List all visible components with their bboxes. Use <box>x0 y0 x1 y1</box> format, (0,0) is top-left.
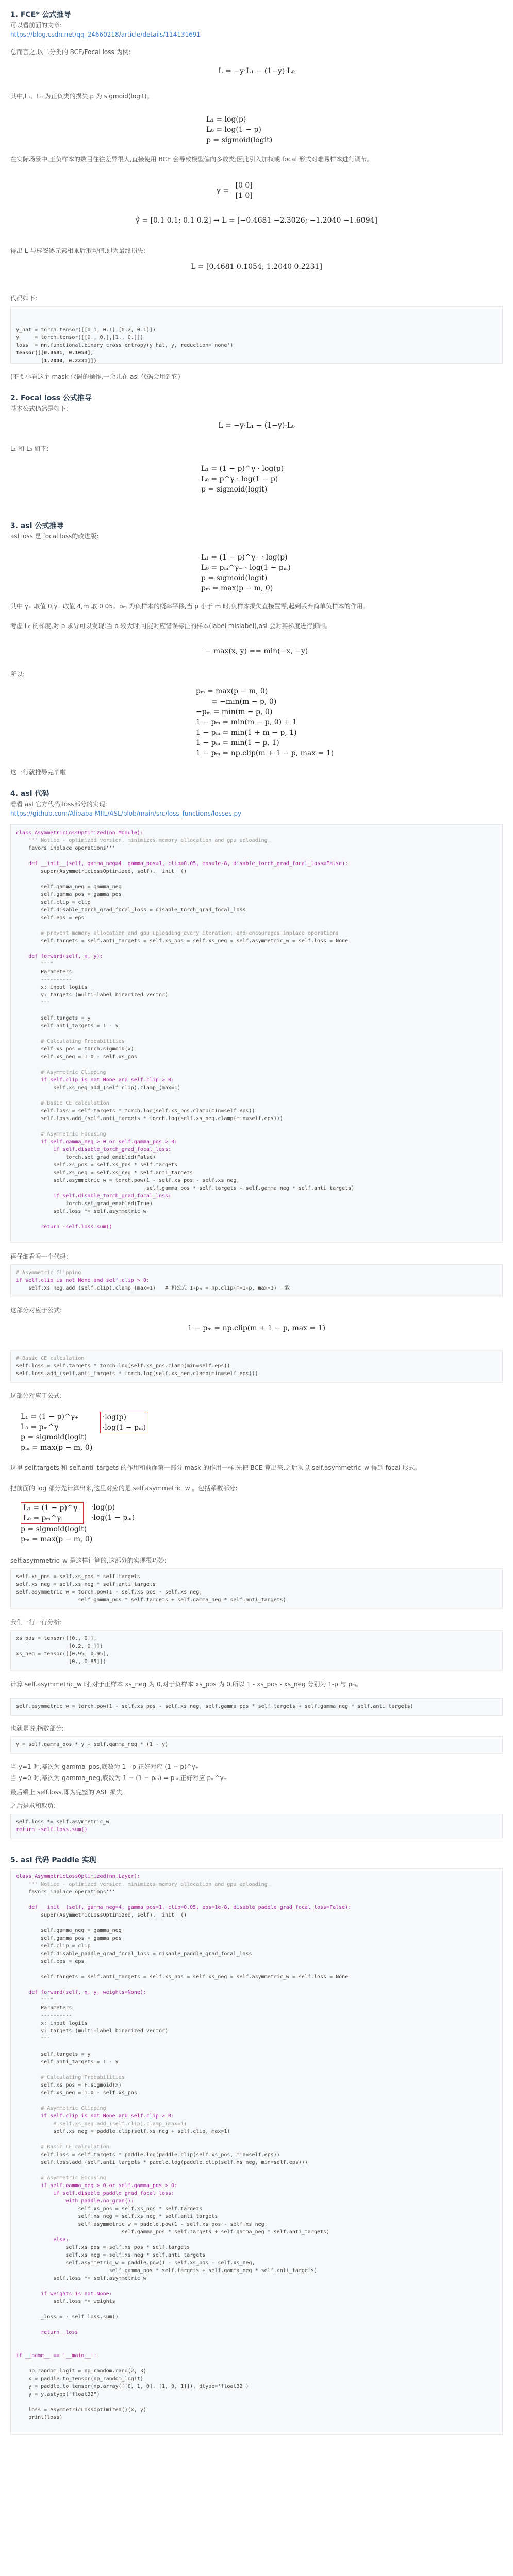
eq9: − max(x, y) == min(−x, −y) <box>205 647 308 655</box>
code-line: ''' Notice - optimized version, minimizes memory allocation and gpu uploading, <box>16 838 271 843</box>
code-line: self.targets = self.anti_targets = self.xs_pos = self.xs_neg = self.asymmetric_w = self.loss = None <box>16 1974 349 1980</box>
code-line: if self.clip is not None and self.clip > 0: <box>16 1077 175 1083</box>
code-line: self.loss = self.targets * torch.log(self.xs_pos.clamp(min=self.eps)) <box>16 1363 230 1369</box>
code-line: self.clip = clip <box>16 900 91 905</box>
code-line: self.loss *= weights <box>16 2299 115 2304</box>
code-line: self.gamma_pos * self.targets + self.gamma_neg * self.anti_targets) <box>16 2268 317 2274</box>
code-line: """ <box>16 1000 51 1006</box>
code-line: x = paddle.to_tensor(np_random_logit) <box>16 2376 143 2382</box>
code-line: ---------- <box>16 2013 72 2019</box>
code-line: self.eps = eps <box>16 1959 85 1964</box>
code-line: ---------- <box>16 977 72 982</box>
eq6: L = −y·L₁ − (1−y)·L₀ <box>218 421 295 430</box>
eq11: 1 − pₘ = np.clip(m + 1 − p, max = 1) <box>187 1324 326 1332</box>
eq10: pₘ = max(p − m, 0) = −min(m − p, 0) −pₘ = min(m − p, 0) 1 − pₘ = min(m − p, 0) + 1 1 − pₘ = min(1 + m − p, 1) 1 − pₘ = min(1 − p, 1) 1 − pₘ = np.clip(m + 1 − p, max = 1) <box>196 687 334 757</box>
code-line: self.xs_neg.add_(self.clip).clamp_(max=1) <box>16 1085 181 1091</box>
s4-line-g: 计算 self.asymmetric_w 时,对于正样本 xs_neg 为 0,对于负样本 xs_pos 为 0,所以 1 - xs_pos - xs_neg 分别为 1-p 与 pₘ。 <box>10 1681 362 1688</box>
code-line: self.xs_neg.add_(self.clip).clamp_(max=1) # 和公式 1-pₘ = np.clip(m+1-p, max=1) 一致 <box>16 1285 290 1291</box>
code-line: self.clip = clip <box>16 1943 91 1949</box>
code-line: self.xs_neg = 1.0 - self.xs_pos <box>16 1054 137 1060</box>
code-line <box>16 1030 497 1038</box>
s3-line-so: 所以: <box>10 671 25 678</box>
section-5-title: 5. asl 代码 Paddle 实现 <box>10 1856 96 1865</box>
code-line: self.xs_neg = self.xs_neg * self.anti_targets <box>16 2214 218 2219</box>
code-line: # Asymmetric Clipping <box>16 1270 81 1276</box>
code-line: # Basic CE calculation <box>16 1100 109 1106</box>
code-line: if __name__ == '__main__': <box>16 2353 97 2359</box>
code-line: self.xs_pos = self.xs_pos * self.targets <box>16 1162 178 1168</box>
code-line <box>16 2398 497 2406</box>
code-line: if self.clip is not None and self.clip > 0: <box>16 2113 175 2119</box>
s1-result-label: 得出 L 与标签逐元素相乘后取均值,即为最终损失: <box>10 247 146 255</box>
code-line: # Asymmetric Clipping <box>16 2106 106 2111</box>
s4-intro: 看看 asl 官方代码,loss部分的实现: <box>10 801 107 808</box>
code-line: self.xs_pos = F.sigmoid(x) <box>16 2082 122 2088</box>
code-line: print(loss) <box>16 2415 63 2420</box>
code-line: self.asymmetric_w = torch.pow(1 - self.xs_pos - self.xs_neg, <box>16 1178 240 1183</box>
code-line: [0., 0.85]]) <box>16 1659 106 1665</box>
code-line <box>16 2336 497 2344</box>
code-line <box>16 875 497 883</box>
code-line: np_random_logit = np.random.rand(2, 3) <box>16 2368 146 2374</box>
eq2: L₁ = log(p) L₀ = log(1 − p) p = sigmoid(logit) <box>206 115 273 144</box>
s3-intro: asl loss 是 focal loss的改进版: <box>10 533 99 540</box>
eq3: y = [0 0] [1 0] <box>217 181 253 200</box>
code-line: self.xs_pos = torch.sigmoid(x) <box>16 1046 134 1052</box>
code-line: if self.gamma_neg > 0 or self.gamma_pos > 0: <box>16 2183 178 2189</box>
s4-para: 这里 self.targets 和 self.anti_targets 的作用和前面第一部分 mask 的作用一样,先把 BCE 算出来,之后乘以 self.asymmetric_w 得到 focal 形式。 <box>10 1464 421 1471</box>
eq5: L = [0.4681 0.1054; 1.2040 0.2231] <box>191 263 322 271</box>
s4-line-i1: 当 y=1 时,幂次为 gamma_pos,底数为 1 - p,正好对应 (1 − p)^γ₊ <box>10 1763 199 1770</box>
s1-line2: 总而言之,以二分类的 BCE/Focal loss 为例: <box>10 48 131 56</box>
s4-link[interactable]: https://github.com/Alibaba-MIIL/ASL/blob/main/src/loss_functions/losses.py <box>10 810 242 817</box>
code-block-7 <box>10 1698 503 1716</box>
s2-intro: 基本公式仍然是如下: <box>10 405 69 412</box>
code-block-8 <box>10 1736 503 1754</box>
code-line <box>16 1919 497 1927</box>
code-line: Parameters <box>16 969 72 975</box>
code-line: self.xs_pos = self.xs_pos * self.targets <box>16 1574 140 1580</box>
code-line: ''' Notice - optimized version, minimizes memory allocation and gpu uploading, <box>16 1882 271 1887</box>
code-line <box>16 1965 497 1973</box>
s4-line-i2: 当 y=0 时,幂次为 gamma_neg,底数为 1 − (1 − pₘ) = pₘ,正好对应 pₘ^γ₋ <box>10 1774 227 1782</box>
code-line: favors inplace operations''' <box>16 845 115 851</box>
s2-line2: L₁ 和 L₀ 如下: <box>10 445 49 452</box>
code-block-2 <box>10 824 503 1243</box>
code-line <box>16 1215 497 1223</box>
code-block-9 <box>10 1814 503 1839</box>
section-3-title: 3. asl 公式推导 <box>10 522 64 530</box>
code-line: self.loss.add_(self.anti_targets * paddle.log(paddle.clip(self.xs_neg, min=self.eps))) <box>16 2160 308 2165</box>
code-line: return _loss <box>16 2330 78 2335</box>
eq12-highlight-box: ·log(p) ·log(1 − pₘ) <box>100 1412 148 1433</box>
code-line: return -self.loss.sum() <box>16 1224 112 1230</box>
eq4: ŷ = [0.1 0.1; 0.1 0.2] → L = [−0.4681 −2.3026; −1.2040 −1.6094] <box>135 216 377 225</box>
code-line: y = paddle.to_tensor(np.array([[0, 1, 0], [1, 0, 1]]), dtype='float32') <box>16 2384 249 2389</box>
s3-para2: 考虑 L₀ 的梯度,对 p 求导可以发现:当 p 较大时,可能对应错误标注的样本(label mislabel),asl 会对其梯度进行抑制。 <box>10 622 332 630</box>
code-line <box>16 2282 497 2290</box>
code-line: """" <box>16 961 54 967</box>
code-block-3 <box>10 1264 503 1297</box>
code-line <box>16 2306 497 2313</box>
s1-note: (不要小看这个 mask 代码的操作,一会儿在 asl 代码会用到它) <box>10 373 180 380</box>
code-line: class AsymmetricLossOptimized(nn.Layer): <box>16 1874 140 1879</box>
code-line: self.xs_neg = self.xs_neg * self.anti_targets <box>16 2252 206 2258</box>
code-line: self.gamma_pos * self.targets + self.gamma_neg * self.anti_targets) <box>16 2229 330 2235</box>
code-line: """" <box>16 1997 54 2003</box>
code-line: self.xs_neg = 1.0 - self.xs_pos <box>16 2090 137 2096</box>
code-line <box>16 2344 497 2352</box>
code-line: self.targets = y <box>16 1015 91 1021</box>
code-line: if weights is not None: <box>16 2291 112 2297</box>
code-line <box>16 2097 497 2105</box>
code-line: if self.clip is not None and self.clip > 0: <box>16 1278 150 1283</box>
code-line: self.xs_pos = self.xs_pos * self.targets <box>16 2245 190 2250</box>
code-block-10 <box>10 1868 503 2435</box>
code-line: class AsymmetricLossOptimized(nn.Module): <box>16 830 143 836</box>
code-line: self.loss.add_(self.anti_targets * torch.log(self.xs_neg.clamp(min=self.eps))) <box>16 1371 258 1377</box>
code-line: x: input logits <box>16 2021 88 2026</box>
code-line: γ = self.gamma_pos * y + self.gamma_neg * (1 - y) <box>16 1742 169 1748</box>
code-line: self.gamma_pos * self.targets + self.gamma_neg * self.anti_targets) <box>16 1185 355 1191</box>
code-line: torch.set_grad_enabled(False) <box>16 1155 156 1160</box>
code-line: self.targets = self.anti_targets = self.xs_pos = self.xs_neg = self.asymmetric_w = self.loss = None <box>16 938 349 944</box>
s4-line-b: 这部分对应于公式: <box>10 1307 62 1314</box>
s4-line-d: 把前面的 log 部分先计算出来,这里对应的是 self.asymmetric_w 。包括系数部分: <box>10 1485 238 1492</box>
code-line: self.gamma_pos = gamma_pos <box>16 892 122 897</box>
code-line: self.anti_targets = 1 - y <box>16 2059 119 2065</box>
code-line: favors inplace operations''' <box>16 1889 115 1895</box>
code-line: def __init__(self, gamma_neg=4, gamma_pos=1, clip=0.05, eps=1e-8, disable_paddle_grad_focal_loss=False): <box>16 1905 352 1910</box>
code-line: loss = AsymmetricLossOptimized()(x, y) <box>16 2407 146 2413</box>
code-line: [0.2, 0.]]) <box>16 1643 103 1649</box>
code-line: with paddle.no_grad(): <box>16 2198 134 2204</box>
code-line: if self.disable_torch_grad_focal_loss: <box>16 1147 172 1153</box>
code-line <box>16 2136 497 2143</box>
code-line: Parameters <box>16 2005 72 2011</box>
code-line: # Basic CE calculation <box>16 1355 85 1361</box>
code-line: self.disable_paddle_grad_focal_loss = disable_paddle_grad_focal_loss <box>16 1951 252 1957</box>
code-line: torch.set_grad_enabled(True) <box>16 1201 153 1207</box>
code-line: self.disable_torch_grad_focal_loss = disable_torch_grad_focal_loss <box>16 907 246 913</box>
eq12: L₁ = (1 − p)^γ₊ L₀ = pₘ^γ₋ p = sigmoid(logit) pₘ = max(p − m, 0) ·log(p) ·log(1 − pₘ) <box>21 1412 148 1453</box>
code-line: # Basic CE calculation <box>16 2144 109 2150</box>
code-line: else: <box>16 2237 69 2243</box>
code-line <box>16 945 497 953</box>
eq13-highlight-box: L₁ = (1 − p)^γ₊ L₀ = pₘ^γ₋ <box>21 1502 84 1524</box>
code-line: def forward(self, x, y): <box>16 954 103 959</box>
code-line: self.asymmetric_w = torch.pow(1 - self.xs_pos - self.xs_neg, self.gamma_pos * self.targets + self.gamma_neg * self.anti_targets) <box>16 1704 413 1709</box>
eq13: L₁ = (1 − p)^γ₊ L₀ = pₘ^γ₋ ·log(p) ·log(1 − pₘ) p = sigmoid(logit) pₘ = max(p − m, 0) <box>21 1503 135 1544</box>
code-line: xs_neg = tensor([[0.95, 0.95], <box>16 1651 109 1657</box>
code-line <box>16 922 497 929</box>
code-line: super(AsymmetricLossOptimized, self).__init__() <box>16 1912 187 1918</box>
code-line: # Asymmetric Focusing <box>16 2175 106 2181</box>
s1-link[interactable]: https://blog.csdn.net/qq_24660218/article/details/114131691 <box>10 31 201 38</box>
code-line: self.asymmetric_w = paddle.pow(1 - self.xs_pos - self.xs_neg, <box>16 2222 268 2227</box>
s1-intro: 可以看前面的文章: <box>10 22 62 29</box>
code-line: self.loss *= self.asymmetric_w <box>16 1209 146 1214</box>
code-line: # prevent memory allocation and gpu uploading every iteration, and encourages inplace operations <box>16 930 339 936</box>
code-line: self.gamma_pos = gamma_pos <box>16 1936 122 1941</box>
s3-line-done: 这一行就推导完毕啦 <box>10 769 67 776</box>
code-line: self.gamma_neg = gamma_neg <box>16 1928 122 1934</box>
section-1-title: 1. FCE* 公式推导 <box>10 11 71 19</box>
code-line: self.loss.add_(self.anti_targets * torch.log(self.xs_neg.clamp(min=self.eps))) <box>16 1116 283 1122</box>
code-block-6 <box>10 1630 503 1671</box>
code-line: # Calculating Probabilities <box>16 2075 125 2080</box>
code-line <box>16 1061 497 1069</box>
code-line <box>16 1092 497 1099</box>
code-line <box>16 1896 497 1904</box>
code-line: # self.xs_neg.add_(self.clip).clamp_(max=1) <box>16 2121 187 2127</box>
code-line: self.eps = eps <box>16 915 85 921</box>
s4-line-h: 也就是说,指数部分: <box>10 1725 64 1732</box>
code-line: super(AsymmetricLossOptimized, self).__init__() <box>16 869 187 874</box>
code-line <box>16 2066 497 2074</box>
code-line: def forward(self, x, y, weights=None): <box>16 1990 146 1995</box>
s4-line-f: 我们一行一行分析: <box>10 1619 62 1626</box>
code-line: y: targets (multi-label binarized vector) <box>16 2028 169 2034</box>
code-line: self.asymmetric_w = torch.pow(1 - self.xs_pos - self.xs_neg, <box>16 1589 203 1595</box>
code-line: self.loss *= self.asymmetric_w <box>16 2276 146 2281</box>
s4-line-a: 再仔细看看一个代码: <box>10 1253 69 1260</box>
code-line: if self.gamma_neg > 0 or self.gamma_pos > 0: <box>16 1139 178 1145</box>
code-line <box>16 1981 497 1989</box>
code-line: self.gamma_pos * self.targets + self.gamma_neg * self.anti_targets) <box>16 1597 286 1603</box>
code-line: """ <box>16 2036 51 2042</box>
code-line: _loss = - self.loss.sum() <box>16 2314 119 2320</box>
code-line <box>16 2043 497 2050</box>
code-line: self.xs_neg = self.xs_neg * self.anti_targets <box>16 1582 156 1587</box>
code-line <box>16 1007 497 1014</box>
eq1: L = −y·L₁ − (1−y)·L₀ <box>218 67 295 75</box>
section-2-title: 2. Focal loss 公式推导 <box>10 394 92 402</box>
s1-para: 在实际场景中,正负样本的数目往往差异很大,直接使用 BCE 会导致模型偏向多数类;因此引入加权或 focal 形式对难易样本进行调节。 <box>10 156 373 163</box>
code-line: def __init__(self, gamma_neg=4, gamma_pos=1, clip=0.05, eps=1e-8, disable_torch_grad_focal_loss=False): <box>16 861 349 867</box>
code-line: # Asymmetric Clipping <box>16 1070 106 1075</box>
s4-line-j: 最后乘上 self.loss,即为完整的 ASL 损失。 <box>10 1789 129 1796</box>
section-4-title: 4. asl 代码 <box>10 790 49 798</box>
code-line: # Calculating Probabilities <box>16 1039 125 1044</box>
code-line: self.gamma_neg = gamma_neg <box>16 884 122 890</box>
code-line: if self.disable_torch_grad_focal_loss: <box>16 1193 172 1199</box>
code-block-4 <box>10 1350 503 1383</box>
s1-line3: 其中,L₁、L₀ 为正负类的损失,p 为 sigmoid(logit)。 <box>10 93 153 100</box>
code-line: self.loss *= self.asymmetric_w <box>16 1819 109 1825</box>
code-line <box>16 1123 497 1130</box>
code-line: self.anti_targets = 1 - y <box>16 1023 119 1029</box>
s4-line-c: 这部分对应于公式: <box>10 1392 62 1399</box>
s4-line-k: 之后是求和取负: <box>10 1802 56 1809</box>
code-line: self.loss = self.targets * torch.log(self.xs_pos.clamp(min=self.eps)) <box>16 1108 255 1114</box>
code-line <box>16 2360 497 2367</box>
code1-title: 代码如下: <box>10 295 38 302</box>
code-line: # Asymmetric Focusing <box>16 1131 106 1137</box>
code-block-1: y_hat = torch.tensor([[0.1, 0.1],[0.2, 0.1]]) y = torch.tensor([[0., 0.],[1., 0.]]) loss = nn.functional.binary_cross_entropy(y_hat, y, reduction='none') tensor([[0.4681, 0.1054], [1.2040, 0.2231]]) <box>10 306 503 364</box>
code-line: self.xs_neg = self.xs_neg * self.anti_targets <box>16 1170 193 1176</box>
code-line: y = y.astype("float32") <box>16 2392 100 2397</box>
code-line <box>16 2321 497 2329</box>
s4-line-e: self.asymmetric_w 是这样计算的,这部分的实现很巧妙: <box>10 1557 167 1564</box>
code-line: xs_pos = tensor([[0., 0.], <box>16 1636 97 1641</box>
code-line <box>16 852 497 860</box>
code-block-5 <box>10 1568 503 1609</box>
code-line: y: targets (multi-label binarized vector) <box>16 992 169 998</box>
s3-para1: 其中 γ₊ 取值 0,γ₋ 取值 4,m 取 0.05。pₘ 为负样本的概率平移,当 p 小于 m 时,负样本损失直接置零,起到丢弃简单负样本的作用。 <box>10 603 369 610</box>
code-line: self.asymmetric_w = paddle.pow(1 - self.xs_pos - self.xs_neg, <box>16 2260 255 2266</box>
code-line: return -self.loss.sum() <box>16 1827 88 1833</box>
code-line: if self.disable_paddle_grad_focal_loss: <box>16 2191 175 2196</box>
code-line: x: input logits <box>16 985 88 990</box>
code-line: self.loss = self.targets * paddle.log(paddle.clip(self.xs_pos, min=self.eps)) <box>16 2152 280 2158</box>
code-line: self.targets = y <box>16 2052 91 2057</box>
eq7: L₁ = (1 − p)^γ · log(p) L₀ = p^γ · log(1 − p) p = sigmoid(logit) <box>201 465 284 494</box>
code-line: self.xs_pos = self.xs_pos * self.targets <box>16 2206 203 2212</box>
code-line: self.xs_neg = paddle.clip(self.xs_neg + self.clip, max=1) <box>16 2129 230 2134</box>
eq8: L₁ = (1 − p)^γ₊ · log(p) L₀ = pₘ^γ₋ · log(1 − pₘ) p = sigmoid(logit) pₘ = max(p − m, 0) <box>201 553 291 592</box>
code-line <box>16 2166 497 2174</box>
